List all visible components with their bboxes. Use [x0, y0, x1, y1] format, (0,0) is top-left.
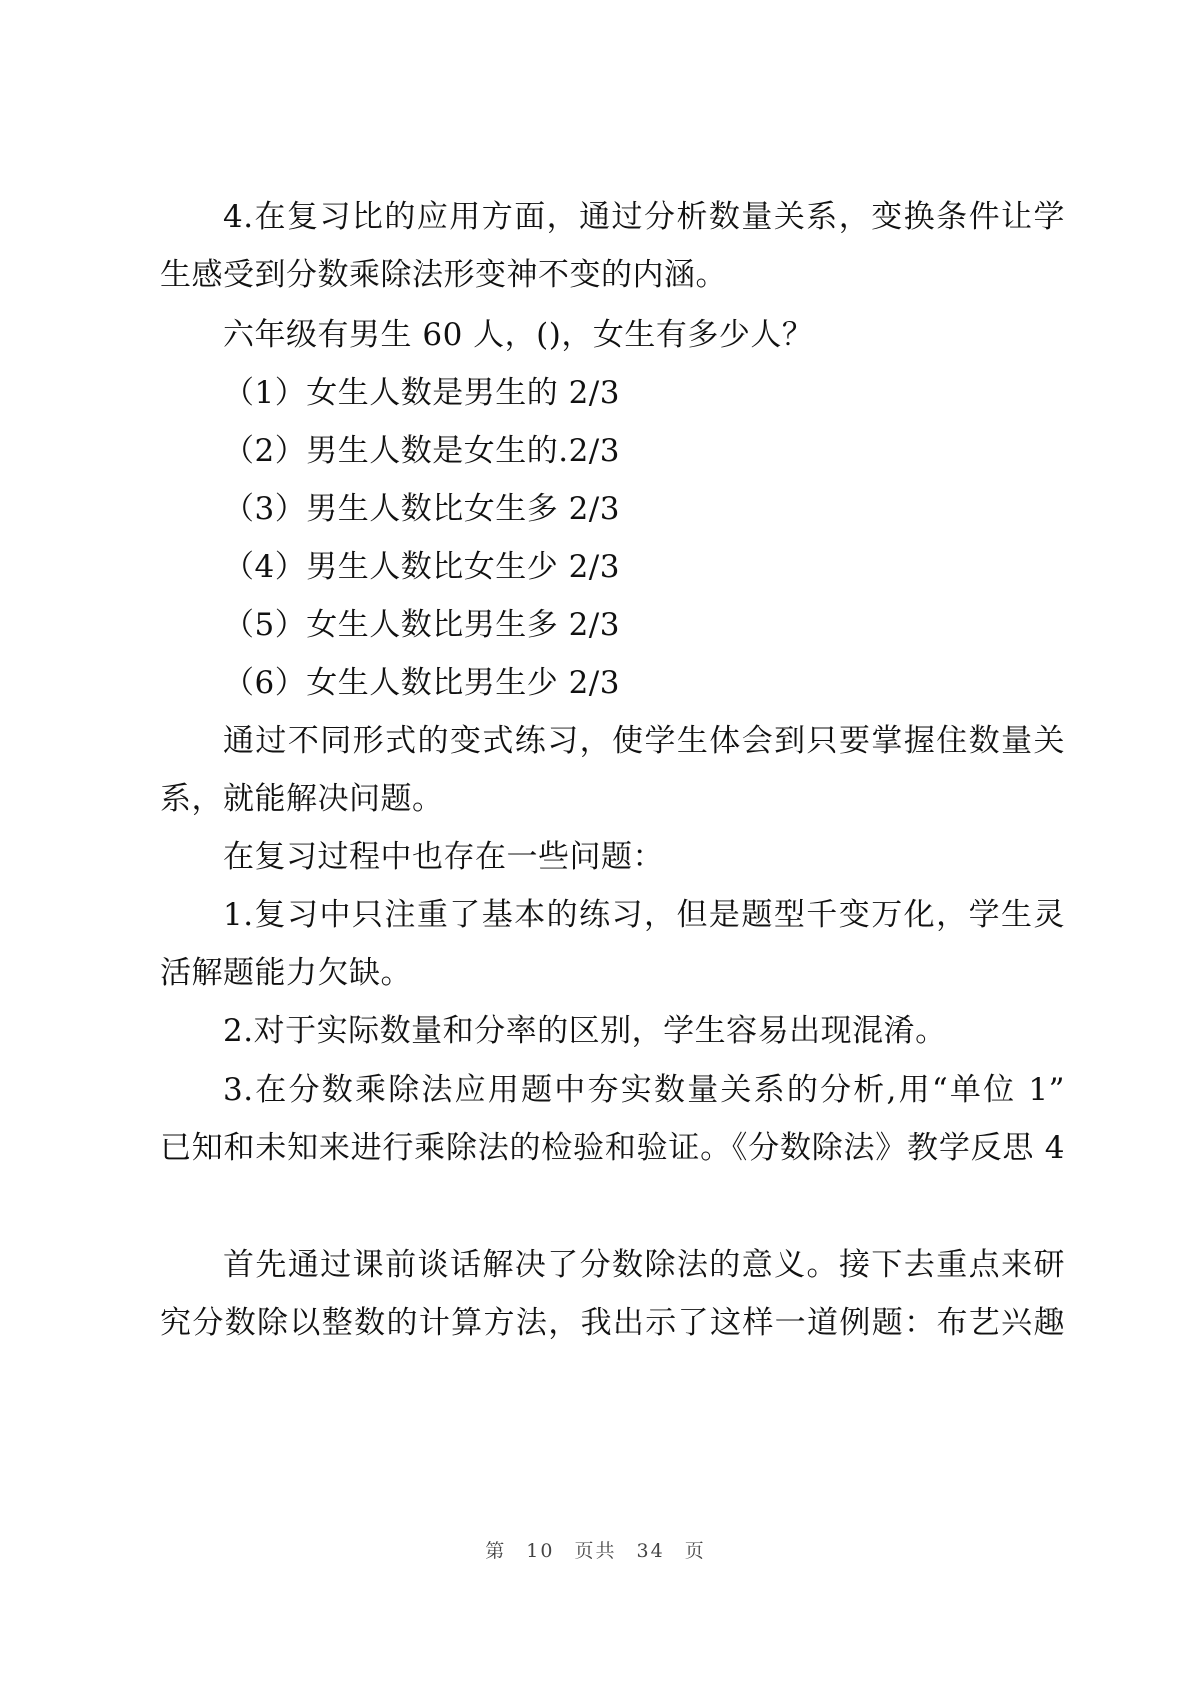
- paragraph-line: 2.对于实际数量和分率的区别，学生容易出现混淆。: [223, 1013, 947, 1049]
- page-footer: [0, 1536, 1191, 1563]
- footer-label-ye-gong: 页共: [574, 1540, 617, 1562]
- paragraph-line: 在复习过程中也存在一些问题：: [223, 839, 664, 875]
- footer-label-ye: 页: [684, 1540, 706, 1562]
- paragraph-line: 4.在复习比的应用方面，通过分析数量关系，变换条件让学: [223, 199, 1065, 235]
- question-line: 六年级有男生 60 人，()，女生有多少人？: [223, 317, 814, 353]
- option-item: （2）男生人数是女生的.2/3: [223, 433, 620, 469]
- paragraph-line: 通过不同形式的变式练习，使学生体会到只要掌握住数量关: [223, 723, 1065, 759]
- footer-total-pages: 34: [636, 1540, 665, 1562]
- paragraph-line: 1.复习中只注重了基本的练习，但是题型千变万化，学生灵: [223, 897, 1065, 933]
- paragraph-line: 生感受到分数乘除法形变神不变的内涵。: [160, 257, 727, 293]
- paragraph-line: 3.在分数乘除法应用题中夯实数量关系的分析,用“单位 1”: [223, 1072, 1065, 1108]
- paragraph-line: 系，就能解决问题。: [160, 781, 444, 817]
- option-item: （3）男生人数比女生多 2/3: [223, 491, 620, 527]
- footer-current-page: 10: [526, 1540, 555, 1562]
- paragraph-line: 活解题能力欠缺。: [160, 955, 412, 991]
- paragraph-line: 首先通过课前谈话解决了分数除法的意义。接下去重点来研: [223, 1247, 1065, 1283]
- option-item: （1）女生人数是男生的 2/3: [223, 375, 620, 411]
- paragraph-line: 已知和未知来进行乘除法的检验和验证。《分数除法》教学反思 4: [160, 1130, 1065, 1166]
- option-item: （5）女生人数比男生多 2/3: [223, 607, 620, 643]
- option-item: （6）女生人数比男生少 2/3: [223, 665, 620, 701]
- paragraph-line: 究分数除以整数的计算方法，我出示了这样一道例题：布艺兴趣: [160, 1305, 1065, 1341]
- option-item: （4）男生人数比女生少 2/3: [223, 549, 620, 585]
- footer-label-di: 第: [485, 1540, 507, 1562]
